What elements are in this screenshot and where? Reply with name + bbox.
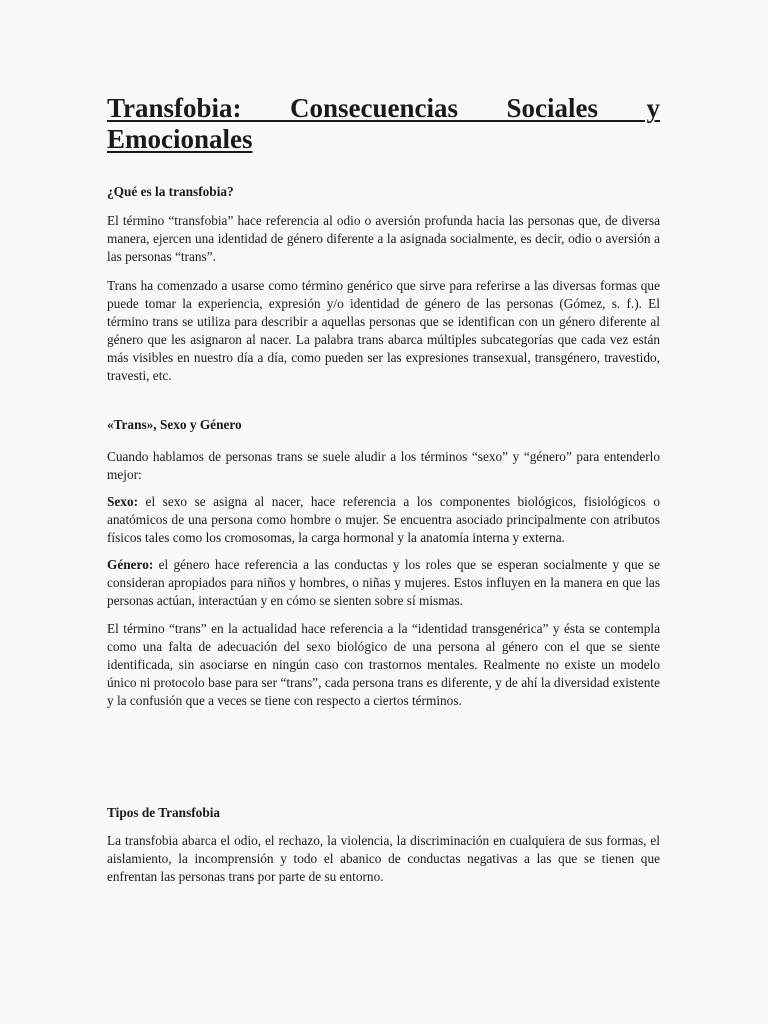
paragraph-genero-definition bbox=[107, 556, 660, 610]
term-genero: Género: bbox=[107, 557, 154, 572]
paragraph-tipos-1: La transfobia abarca el odio, el rechazo, la violencia, la discriminación en cualquiera de sus formas, el aislamiento, la incomprensión y todo el abanico de conductas negativas a las que se tienen que enfrentan las personas trans por parte de su entorno. bbox=[107, 833, 660, 884]
document-title-line1: Transfobia: Consecuencias Sociales y bbox=[107, 93, 660, 123]
paragraph-que-es-2: Trans ha comenzado a usarse como término genérico que sirve para referirse a las diversas formas que puede tomar la experiencia, expresión y/o identidad de género de las personas (Gómez, s. f.). El término trans se utiliza para describir a aquellas personas que se identifican con un género diferente al género que les asignaron al nacer. La palabra trans abarca múltiples subcategorías que cada vez están más visibles en nuestro día a día, como pueden ser las expresiones transexual, transgénero, travestido, travesti, etc. bbox=[107, 278, 660, 383]
paragraph-sexo-definition bbox=[107, 493, 660, 547]
genero-definition-text: el género hace referencia a las conductas y los roles que se esperan socialmente y que se consideran apropiados para niños y hombres, o niñas y mujeres. Estos influyen en la manera en que las personas actúan, interactúan y en cómo se sienten sobre sí mismas. bbox=[107, 557, 660, 608]
section-heading-tipos: Tipos de Transfobia bbox=[107, 805, 221, 820]
section-heading-trans-sexo-genero: «Trans», Sexo y Género bbox=[107, 417, 242, 432]
sexo-definition-text: el sexo se asigna al nacer, hace referencia a los componentes biológicos, fisiológicos o anatómicos de una persona como hombre o mujer. Se encuentra asociado principalmente con atributos físicos tales como los cromosomas, la carga hormonal y la anatomía interna y externa. bbox=[107, 494, 660, 545]
paragraph-trans-intro: Cuando hablamos de personas trans se suele aludir a los términos “sexo” y “género” para entenderlo mejor: bbox=[107, 449, 660, 482]
document-title-line2: Emocionales bbox=[107, 124, 253, 154]
term-sexo: Sexo: bbox=[107, 494, 139, 509]
paragraph-que-es-1: El término “transfobia” hace referencia al odio o aversión profunda hacia las personas que, de diversa manera, ejercen una identidad de género diferente a la asignada socialmente, es decir, odio o aversión a las personas “trans”. bbox=[107, 213, 660, 264]
section-heading-que-es: ¿Qué es la transfobia? bbox=[107, 184, 234, 199]
paragraph-identidad-transgenerica: El término “trans” en la actualidad hace referencia a la “identidad transgenérica” y ésta se contempla como una falta de adecuación del sexo biológico de una persona al género con el que se siente identificada, sin asociarse en ningún caso con trastornos mentales. Realmente no existe un modelo único ni protocolo base para ser “trans”, cada persona trans es diferente, y de ahí la diversidad existente y la confusión que a veces se tiene con respecto a ciertos términos. bbox=[107, 621, 660, 708]
